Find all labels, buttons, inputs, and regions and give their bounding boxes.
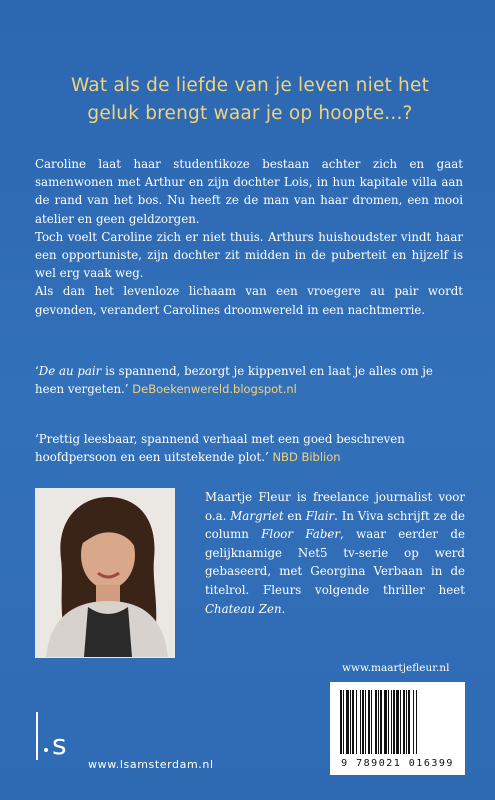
barcode-bar	[406, 690, 407, 754]
author-photo	[35, 488, 175, 658]
magazine-name: Flair	[305, 508, 335, 523]
barcode-bar	[408, 690, 410, 754]
blurb-paragraph-3: Als dan het levenloze lichaam van een vroegere au pair wordt gevonden, verandert Carolines droomwereld in een nachtmerrie.	[35, 284, 463, 317]
barcode-bar	[352, 690, 354, 754]
barcode-bar	[396, 690, 399, 754]
blurb	[35, 155, 463, 319]
barcode-bar	[375, 690, 377, 754]
author-website[interactable]: www.maartjefleur.nl	[342, 662, 450, 674]
next-book-title: Chateau Zen	[205, 601, 282, 616]
barcode-bar	[340, 690, 342, 754]
publisher-url[interactable]: www.lsamsterdam.nl	[88, 758, 214, 771]
quote-source: DeBoekenwereld.blogspot.nl	[132, 382, 297, 397]
barcode-bar	[416, 690, 417, 754]
magazine-name: Margriet	[230, 508, 284, 523]
barcode-bar	[346, 690, 349, 754]
quote-text: is spannend, bezorgt je kippenvel en laat je alles om je heen vergeten.’	[35, 364, 433, 397]
review-quote-2	[35, 430, 463, 466]
column-name: Floor Faber	[261, 527, 340, 542]
barcode-bar	[378, 690, 379, 754]
barcode-bar	[413, 690, 414, 754]
barcode-bar	[371, 690, 372, 754]
quote-open: ‘	[35, 364, 39, 378]
isbn-number: 9 789021 016399	[341, 758, 454, 769]
author-bio: Maartje Fleur is freelance journalist voor o.a. Margriet en Flair. In Viva schrijft ze de column Floor Faber, waar eerder de gelijknamige Net5 tv-serie op werd gebaseerd, met Georgina Verbaan in de titelrol. Fleurs volgende thriller heet Chateau Zen.	[205, 490, 465, 616]
barcode-bar	[362, 690, 364, 754]
barcode-bar	[403, 690, 405, 754]
barcode-bar	[356, 690, 357, 754]
quote-book-title: De au pair	[38, 364, 102, 378]
barcode-bar	[388, 690, 389, 754]
logo-dot-icon	[44, 748, 48, 752]
quote-text: ‘Prettig leesbaar, spannend verhaal met een goed beschreven hoofdpersoon en een uitstekende plot.’	[35, 432, 405, 465]
barcode-bar	[360, 690, 361, 754]
blurb-paragraph-2: Toch voelt Caroline zich er niet thuis. Arthurs huishoudster vindt haar een opportuniste, zijn dochter zit midden in de puberteit en hijzelf is wel erg vaak weg.	[35, 229, 463, 281]
barcode-bar	[365, 690, 366, 754]
barcode-bar	[384, 690, 387, 754]
review-quote-1	[35, 362, 463, 398]
logo-letter: s	[52, 728, 67, 761]
barcode-bar	[350, 690, 351, 754]
quote-source: NBD Biblion	[272, 450, 341, 465]
barcode-bar	[380, 690, 382, 754]
isbn-barcode	[330, 682, 465, 775]
barcode-bar	[368, 690, 370, 754]
logo-bar-icon	[36, 712, 38, 760]
barcode-bar	[391, 690, 392, 754]
blurb-paragraph-1: Caroline laat haar studentikoze bestaan achter zich en gaat samenwonen met Arthur en zijn dochter Lois, in hun kapitale villa aan de rand van het bos. Nu heeft ze de man van haar dromen, een mooi atelier en geen geldzorgen.	[35, 157, 463, 226]
barcode-bar	[400, 690, 401, 754]
tagline: Wat als de liefde van je leven niet het geluk brengt waar je op hoopte...?	[70, 75, 430, 124]
barcode-bar	[343, 690, 344, 754]
barcode-bar	[393, 690, 395, 754]
author-portrait-image	[36, 489, 174, 657]
